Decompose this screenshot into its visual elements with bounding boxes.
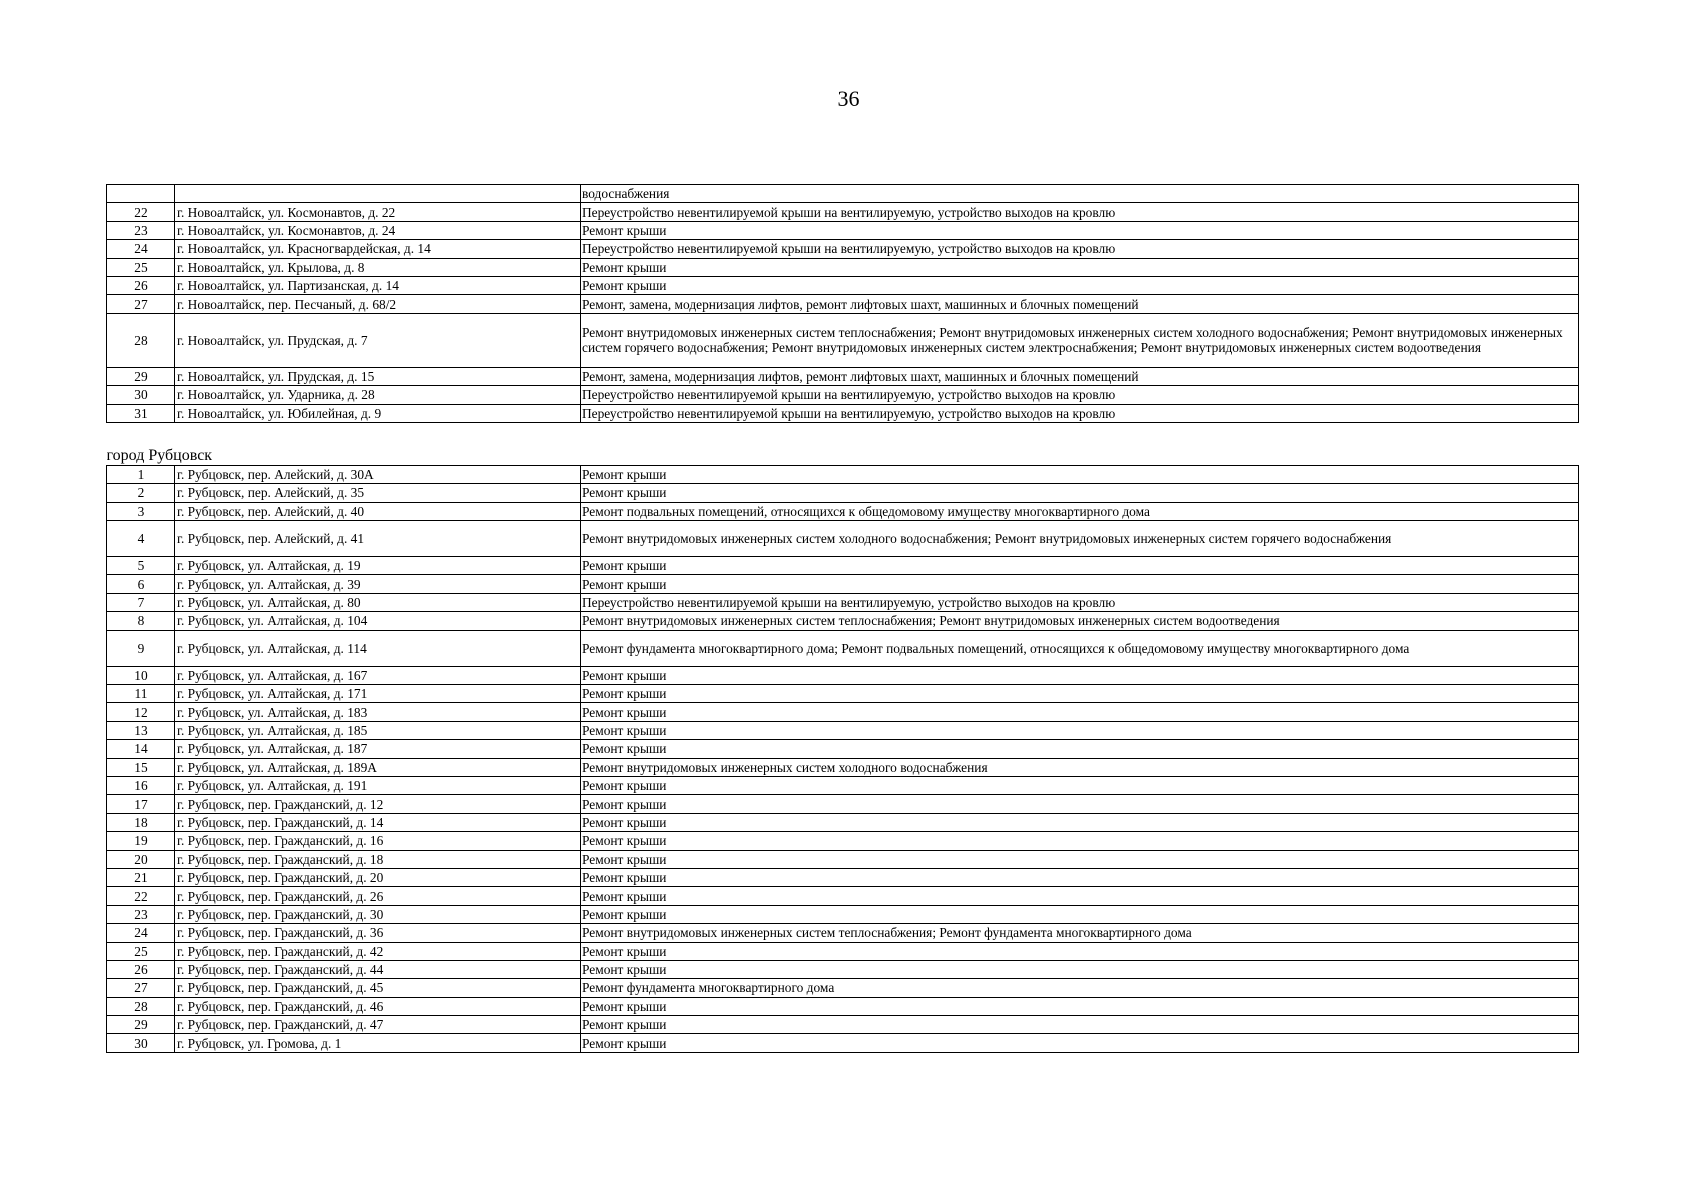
work-type-cell: Ремонт внутридомовых инженерных систем холодного водоснабжения [581, 758, 1579, 776]
row-number-cell: 23 [107, 905, 175, 923]
row-number-cell: 31 [107, 404, 175, 422]
table-row [107, 868, 1579, 886]
address-cell: г. Рубцовск, ул. Алтайская, д. 167 [175, 666, 581, 684]
address-cell: г. Рубцовск, пер. Гражданский, д. 36 [175, 924, 581, 942]
address-cell: г. Рубцовск, пер. Гражданский, д. 20 [175, 868, 581, 886]
address-cell: г. Рубцовск, ул. Алтайская, д. 80 [175, 593, 581, 611]
row-number-cell: 4 [107, 521, 175, 557]
address-cell [175, 185, 581, 203]
row-number-cell: 19 [107, 832, 175, 850]
table-row [107, 557, 1579, 575]
address-cell: г. Рубцовск, ул. Алтайская, д. 183 [175, 703, 581, 721]
row-number-cell: 6 [107, 575, 175, 593]
address-cell: г. Рубцовск, пер. Гражданский, д. 16 [175, 832, 581, 850]
work-type-cell: Переустройство невентилируемой крыши на вентилируемую, устройство выходов на кровлю [581, 593, 1579, 611]
row-number-cell [107, 185, 175, 203]
table-row [107, 258, 1579, 276]
work-type-cell: Ремонт крыши [581, 465, 1579, 483]
row-number-cell: 14 [107, 740, 175, 758]
table-row [107, 593, 1579, 611]
address-cell: г. Рубцовск, пер. Алейский, д. 40 [175, 502, 581, 520]
row-number-cell: 30 [107, 1034, 175, 1052]
row-number-cell: 24 [107, 924, 175, 942]
table-row [107, 758, 1579, 776]
address-cell: г. Новоалтайск, ул. Ударника, д. 28 [175, 386, 581, 404]
table-row [107, 740, 1579, 758]
address-cell: г. Рубцовск, пер. Гражданский, д. 44 [175, 960, 581, 978]
work-type-cell: Ремонт крыши [581, 868, 1579, 886]
address-cell: г. Рубцовск, ул. Алтайская, д. 19 [175, 557, 581, 575]
work-type-cell: Переустройство невентилируемой крыши на вентилируемую, устройство выходов на кровлю [581, 203, 1579, 221]
row-number-cell: 1 [107, 465, 175, 483]
address-cell: г. Рубцовск, пер. Алейский, д. 35 [175, 484, 581, 502]
table-row [107, 521, 1579, 557]
address-cell: г. Рубцовск, пер. Гражданский, д. 47 [175, 1016, 581, 1034]
row-number-cell: 24 [107, 240, 175, 258]
work-type-cell: Ремонт внутридомовых инженерных систем теплоснабжения; Ремонт внутридомовых инженерных систем водоотведения [581, 612, 1579, 630]
work-type-cell: Ремонт крыши [581, 575, 1579, 593]
table-body [107, 185, 1579, 203]
row-number-cell: 9 [107, 630, 175, 666]
work-type-cell: Ремонт крыши [581, 685, 1579, 703]
address-cell: г. Рубцовск, ул. Громова, д. 1 [175, 1034, 581, 1052]
work-type-cell: Ремонт крыши [581, 221, 1579, 239]
address-cell: г. Новоалтайск, ул. Космонавтов, д. 24 [175, 221, 581, 239]
address-cell: г. Рубцовск, пер. Гражданский, д. 14 [175, 813, 581, 831]
table-row [107, 1034, 1579, 1052]
work-type-cell: Ремонт внутридомовых инженерных систем теплоснабжения; Ремонт внутридомовых инженерных систем холодного водоснабжения; Ремонт внутридомовых инженерных систем горячего водоснабжения; Ремонт внутридомовых инженерных систем электроснабжения; Ремонт внутридомовых инженерных систем водоотведения [581, 313, 1579, 367]
table-row [107, 203, 1579, 221]
row-number-cell: 12 [107, 703, 175, 721]
table-row [107, 276, 1579, 294]
row-number-cell: 8 [107, 612, 175, 630]
section-row [107, 422, 1579, 465]
row-number-cell: 21 [107, 868, 175, 886]
work-type-cell: Ремонт крыши [581, 832, 1579, 850]
row-number-cell: 15 [107, 758, 175, 776]
work-type-cell: Ремонт крыши [581, 703, 1579, 721]
work-type-cell: Ремонт крыши [581, 942, 1579, 960]
work-type-cell: Ремонт крыши [581, 484, 1579, 502]
table-row [107, 924, 1579, 942]
work-type-cell: Ремонт крыши [581, 666, 1579, 684]
work-type-cell: Ремонт крыши [581, 1016, 1579, 1034]
work-type-cell: Ремонт крыши [581, 721, 1579, 739]
work-type-cell: Ремонт фундамента многоквартирного дома; Ремонт подвальных помещений, относящихся к общедомовому имуществу многоквартирного дома [581, 630, 1579, 666]
address-cell: г. Рубцовск, ул. Алтайская, д. 191 [175, 776, 581, 794]
address-cell: г. Рубцовск, пер. Алейский, д. 30А [175, 465, 581, 483]
work-type-cell: Ремонт, замена, модернизация лифтов, ремонт лифтовых шахт, машинных и блочных помещений [581, 367, 1579, 385]
work-type-cell: Ремонт крыши [581, 795, 1579, 813]
work-type-cell: Ремонт подвальных помещений, относящихся к общедомовому имуществу многоквартирного дома [581, 502, 1579, 520]
row-number-cell: 27 [107, 979, 175, 997]
work-type-cell: Переустройство невентилируемой крыши на вентилируемую, устройство выходов на кровлю [581, 404, 1579, 422]
row-number-cell: 11 [107, 685, 175, 703]
table-row [107, 666, 1579, 684]
novoaltaysk-rows [107, 203, 1579, 423]
table-row [107, 465, 1579, 483]
table-row [107, 979, 1579, 997]
address-cell: г. Новоалтайск, ул. Юбилейная, д. 9 [175, 404, 581, 422]
table-row [107, 850, 1579, 868]
work-type-cell: Ремонт внутридомовых инженерных систем теплоснабжения; Ремонт фундамента многоквартирного дома [581, 924, 1579, 942]
work-type-cell: Переустройство невентилируемой крыши на вентилируемую, устройство выходов на кровлю [581, 386, 1579, 404]
table-row [107, 404, 1579, 422]
row-number-cell: 29 [107, 367, 175, 385]
work-type-cell: Ремонт крыши [581, 850, 1579, 868]
row-number-cell: 30 [107, 386, 175, 404]
row-number-cell: 25 [107, 258, 175, 276]
work-type-cell: Ремонт крыши [581, 1034, 1579, 1052]
address-cell: г. Рубцовск, пер. Гражданский, д. 30 [175, 905, 581, 923]
row-number-cell: 22 [107, 203, 175, 221]
table-row [107, 703, 1579, 721]
table-row [107, 942, 1579, 960]
table-row [107, 960, 1579, 978]
table-row [107, 612, 1579, 630]
address-cell: г. Рубцовск, ул. Алтайская, д. 114 [175, 630, 581, 666]
table-row [107, 575, 1579, 593]
work-type-cell: Ремонт крыши [581, 997, 1579, 1015]
address-cell: г. Новоалтайск, ул. Прудская, д. 7 [175, 313, 581, 367]
row-number-cell: 16 [107, 776, 175, 794]
row-number-cell: 25 [107, 942, 175, 960]
work-type-cell: Ремонт крыши [581, 776, 1579, 794]
table-row [107, 813, 1579, 831]
address-cell: г. Рубцовск, пер. Гражданский, д. 42 [175, 942, 581, 960]
work-type-cell: Ремонт крыши [581, 258, 1579, 276]
row-number-cell: 18 [107, 813, 175, 831]
work-type-cell: Ремонт внутридомовых инженерных систем холодного водоснабжения; Ремонт внутридомовых инженерных систем горячего водоснабжения [581, 521, 1579, 557]
address-cell: г. Рубцовск, пер. Гражданский, д. 12 [175, 795, 581, 813]
table-row [107, 887, 1579, 905]
address-cell: г. Рубцовск, ул. Алтайская, д. 171 [175, 685, 581, 703]
table-row [107, 367, 1579, 385]
table-row [107, 721, 1579, 739]
table-row [107, 832, 1579, 850]
work-type-cell: Ремонт крыши [581, 813, 1579, 831]
address-cell: г. Рубцовск, ул. Алтайская, д. 185 [175, 721, 581, 739]
address-cell: г. Новоалтайск, ул. Красногвардейская, д. 14 [175, 240, 581, 258]
row-number-cell: 7 [107, 593, 175, 611]
work-type-cell: водоснабжения [581, 185, 1579, 203]
table-row [107, 1016, 1579, 1034]
section-header-rubtsovsk [107, 422, 1579, 465]
table-row [107, 776, 1579, 794]
rubtsovsk-rows [107, 465, 1579, 1052]
address-cell: г. Рубцовск, пер. Гражданский, д. 46 [175, 997, 581, 1015]
work-type-cell: Ремонт крыши [581, 276, 1579, 294]
repair-program-table [106, 184, 1579, 1053]
work-type-cell: Ремонт крыши [581, 557, 1579, 575]
address-cell: г. Новоалтайск, пер. Песчаный, д. 68/2 [175, 295, 581, 313]
address-cell: г. Рубцовск, пер. Гражданский, д. 26 [175, 887, 581, 905]
address-cell: г. Рубцовск, ул. Алтайская, д. 187 [175, 740, 581, 758]
table-row [107, 795, 1579, 813]
work-type-cell: Переустройство невентилируемой крыши на вентилируемую, устройство выходов на кровлю [581, 240, 1579, 258]
work-type-cell: Ремонт крыши [581, 905, 1579, 923]
row-number-cell: 22 [107, 887, 175, 905]
repair-program-table-container [106, 184, 1578, 1053]
table-row [107, 484, 1579, 502]
address-cell: г. Рубцовск, ул. Алтайская, д. 104 [175, 612, 581, 630]
address-cell: г. Рубцовск, пер. Алейский, д. 41 [175, 521, 581, 557]
address-cell: г. Новоалтайск, ул. Крылова, д. 8 [175, 258, 581, 276]
table-row [107, 997, 1579, 1015]
row-number-cell: 5 [107, 557, 175, 575]
row-number-cell: 28 [107, 313, 175, 367]
row-number-cell: 17 [107, 795, 175, 813]
row-number-cell: 23 [107, 221, 175, 239]
row-number-cell: 20 [107, 850, 175, 868]
table-row [107, 313, 1579, 367]
address-cell: г. Новоалтайск, ул. Партизанская, д. 14 [175, 276, 581, 294]
table-row [107, 240, 1579, 258]
row-number-cell: 27 [107, 295, 175, 313]
row-number-cell: 10 [107, 666, 175, 684]
row-number-cell: 29 [107, 1016, 175, 1034]
row-number-cell: 26 [107, 960, 175, 978]
work-type-cell: Ремонт крыши [581, 887, 1579, 905]
row-number-cell: 13 [107, 721, 175, 739]
table-row [107, 386, 1579, 404]
address-cell: г. Рубцовск, пер. Гражданский, д. 45 [175, 979, 581, 997]
work-type-cell: Ремонт крыши [581, 740, 1579, 758]
address-cell: г. Новоалтайск, ул. Прудская, д. 15 [175, 367, 581, 385]
table-row [107, 630, 1579, 666]
row-number-cell: 3 [107, 502, 175, 520]
address-cell: г. Рубцовск, пер. Гражданский, д. 18 [175, 850, 581, 868]
page-number: 36 [837, 86, 860, 111]
table-row [107, 502, 1579, 520]
row-number-cell: 28 [107, 997, 175, 1015]
address-cell: г. Новоалтайск, ул. Космонавтов, д. 22 [175, 203, 581, 221]
row-number-cell: 2 [107, 484, 175, 502]
table-row [107, 295, 1579, 313]
section-title: город Рубцовск [107, 422, 1579, 465]
table-row-continuation [107, 185, 1579, 203]
row-number-cell: 26 [107, 276, 175, 294]
address-cell: г. Рубцовск, ул. Алтайская, д. 189А [175, 758, 581, 776]
table-row [107, 905, 1579, 923]
work-type-cell: Ремонт, замена, модернизация лифтов, ремонт лифтовых шахт, машинных и блочных помещений [581, 295, 1579, 313]
address-cell: г. Рубцовск, ул. Алтайская, д. 39 [175, 575, 581, 593]
work-type-cell: Ремонт крыши [581, 960, 1579, 978]
table-row [107, 685, 1579, 703]
table-row [107, 221, 1579, 239]
work-type-cell: Ремонт фундамента многоквартирного дома [581, 979, 1579, 997]
